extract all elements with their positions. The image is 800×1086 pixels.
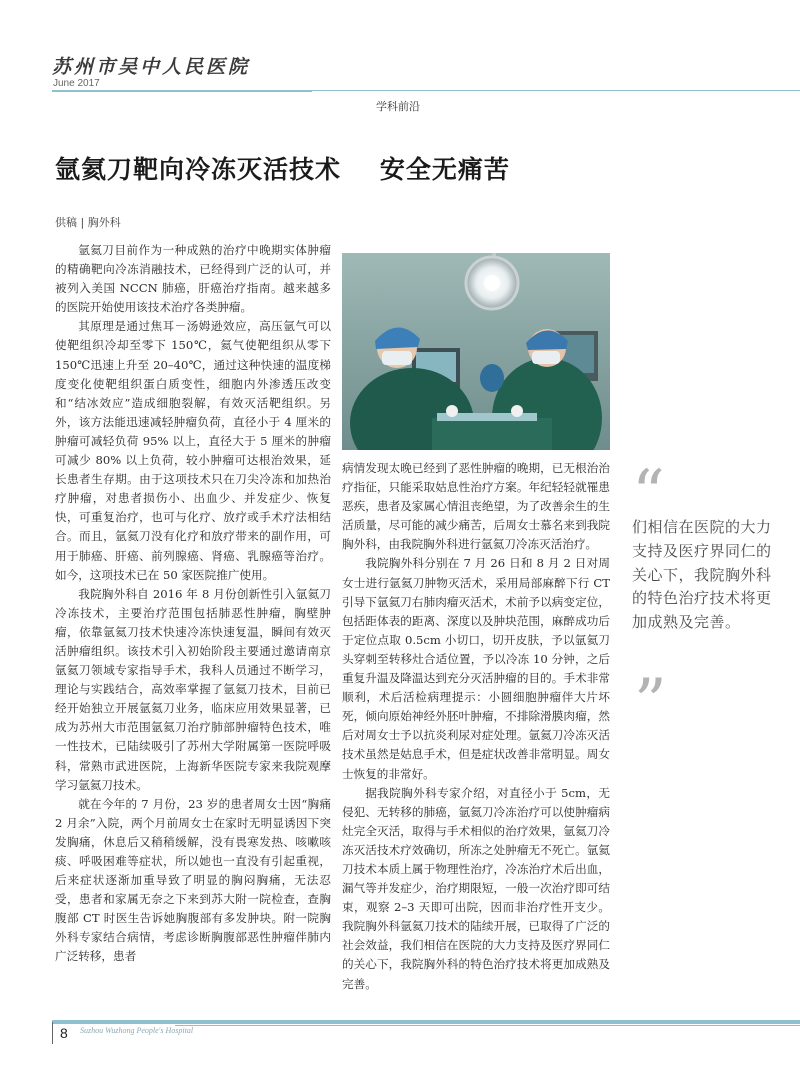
surgery-photo <box>342 253 610 450</box>
paragraph: 我院胸外科分别在 7 月 26 日和 8 月 2 日对周女士进行氩氦刀肿物灭活术，采用局部麻醉下行 CT 引导下氩氦刀右肺肉瘤灭活术，术前予以病变定位，包括距体表的距离、深度以及肿块范围，麻醉成功后于定位点取 0.5cm 小切口，切开皮肤，予以氩氦刀头穿刺至转移灶合适位置，予以冷冻 10 分钟，之后重复升温及降温达到充分灭活肿瘤的目的。手术非常顺利，术后活检病理提示：小圆细胞肿瘤伴大片坏死，倾向原始神经外胚叶肿瘤，不排除滑膜肉瘤，然后对周女士予以抗炎利尿对症处理。氩氦刀冷冻灭活技术虽然是姑息手术，但是症状改善非常明显。周女士恢复的非常好。 <box>342 556 610 781</box>
pull-quote: 们相信在医院的大力支持及医疗界同仁的关心下，我院胸外科的特色治疗技术将更加成熟及完善。 <box>632 518 772 632</box>
header-rule-thin <box>312 90 800 91</box>
paragraph: 病情发现太晚已经到了恶性肿瘤的晚期，已无根治治疗指征，只能采取姑息性治疗方案。年纪轻轻就罹患恶疾，患者及家属心情沮丧绝望，为了改善余生的生活质量，尽可能的减少痛苦，后周女士慕名来到我院胸外科，由我院胸外科进行氩氦刀冷冻灭活治疗。 <box>342 461 610 552</box>
article-title: 氩氦刀靶向冷冻灭活技术 安全无痛苦 <box>55 155 510 184</box>
paragraph: 氩氦刀目前作为一种成熟的治疗中晚期实体肿瘤的精确靶向冷冻消融技术，已经得到广泛的认可，并被列入美国 NCCN 肺癌，肝癌治疗指南。越来越多的医院开始使用该技术治疗各类肿瘤。 <box>55 243 331 315</box>
article-byline: 供稿 | 胸外科 <box>55 216 121 229</box>
paragraph: 就在今年的 7 月份，23 岁的患者周女士因“胸痛 2 月余”入院，两个月前周女士在家时无明显诱因下突发胸痛，休息后又稍稍缓解，没有畏寒发热、咳嗽咳痰、呼吸困难等症状，所以她也一直没有引起重视，后来症状逐渐加重导致了明显的胸闷胸痛，无法忍受，患者和家属无奈之下来到苏大附一院检查，查胸腹部 CT 时医生告诉她胸腹部有多发肿块。附一院胸外科专家结合病情，考虑诊断胸腹部恶性肿瘤伴肺内广泛转移，患者 <box>55 796 331 964</box>
footer-hospital-name: Suzhou Wuzhong People's Hospital <box>80 1026 194 1035</box>
operating-room-illustration <box>342 253 610 450</box>
paragraph: 据我院胸外科专家介绍，对直径小于 5cm，无侵犯、无转移的肺癌，氩氦刀冷冻治疗可以使肿瘤病灶完全灭活，取得与手术相似的治疗效果，氩氦刀冷冻灭活技术疗效确切，所冻之处肿瘤无不死亡。氩氦刀技术本质上属于物理性治疗，冷冻治疗术后出血，漏气等并发症少，治疗期限短，一般一次治疗即可结束，观察 2–3 天即可出院，因而非治疗性开支少。我院胸外科氩氦刀技术的陆续开展，已取得了广泛的社会效益，我们相信在医院的大力支持及医疗界同仁的关心下，我院胸外科的特色治疗技术将更加成熟及完善。 <box>342 785 610 991</box>
left-column <box>55 241 331 1009</box>
footer-rule-thin <box>175 1025 800 1026</box>
footer-rule <box>52 1020 800 1024</box>
page-number: 8 <box>60 1025 68 1041</box>
paragraph: 其原理是通过焦耳－汤姆逊效应，高压氩气可以使靶组织冷却至零下 150℃，氦气使靶组织从零下 150℃迅速上升至 20–40℃，通过这种快速的温度梯度变化使靶组织蛋白质变性，细胞内外渗透压改变和“结冰效应”造成细胞裂解，有效灭活靶组织。另外，该方法能迅速减轻肿瘤负荷，直径小于 4 厘米的肿瘤可减轻负荷 95% 以上，直径大于 5 厘米的肿瘤可减少 80% 以上负荷，较小肿瘤可达根治效果，延长患者生存期。由于这项技术只在刀尖冷冻和加热治疗肿瘤，对患者损伤小、出血少、并发症少、恢复快，可重复治疗，也可与化疗、放疗或手术疗法相结合。而且，氩氦刀没有化疗和放疗带来的副作用，可用于肺癌、肝癌、前列腺癌、肾癌、乳腺癌等治疗。如今，这项技术已在 50 家医院推广使用。 <box>55 319 331 582</box>
section-label: 学科前沿 <box>376 100 420 113</box>
hospital-name: 苏州市吴中人民医院 <box>52 56 251 78</box>
issue-date: June 2017 <box>53 78 100 89</box>
close-quote-mark-icon: ” <box>634 666 667 740</box>
paragraph: 我院胸外科自 2016 年 8 月份创新性引入氩氦刀冷冻技术，主要治疗范围包括肺恶性肿瘤，胸壁肿瘤，依靠氩氦刀技术快速冷冻快速复温，瞬间有效灭活肿瘤组织。该技术引入初始阶段主要通过邀请南京氩氦刀领域专家指导手术，我科人员通过不断学习，理论与实践结合，高效率掌握了氩氦刀技术，目前已经开始独立开展氩氦刀业务，临床应用效果显著，已成为苏州大市范围氩氦刀治疗肺部肿瘤特色技术，唯一性技术，已陆续吸引了苏州大学附属第一医院呼吸科，常熟市武进医院，上海新华医院专家来我院观摩学习氩氦刀技术。 <box>55 586 331 792</box>
header-rule <box>52 90 312 92</box>
right-column <box>342 459 610 1011</box>
open-quote-mark-icon: “ <box>632 457 665 531</box>
